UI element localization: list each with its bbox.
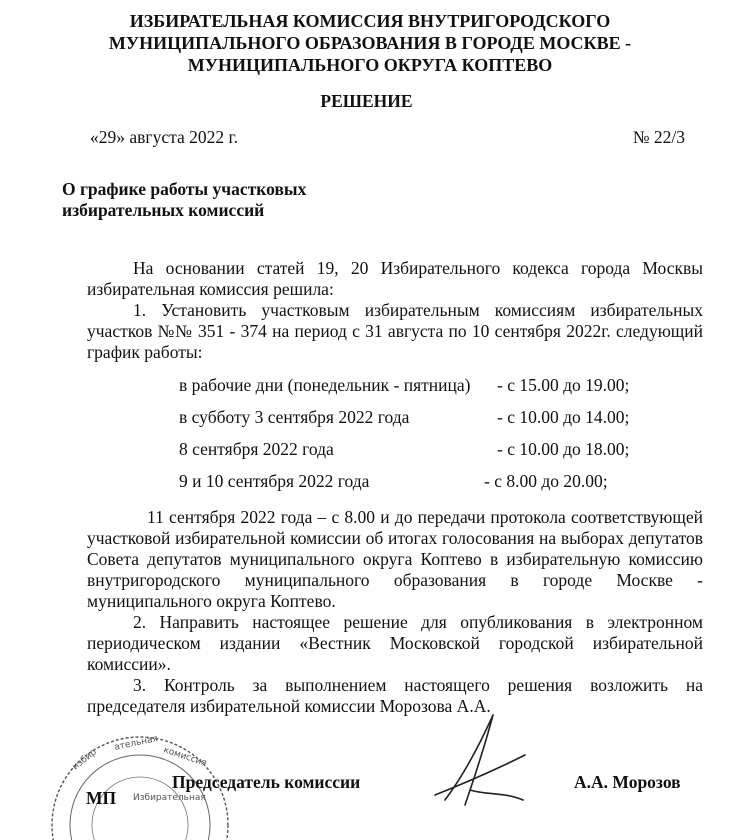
svg-text:ательная: ательная (113, 733, 159, 753)
item-2-paragraph: 2. Направить настоящее решение для опубликования в электронном периодическом издании «Вестник Московской городской избирательной комиссии». (87, 612, 703, 674)
schedule-row (87, 371, 703, 403)
subject-line-2: избирательных комиссий (62, 200, 265, 220)
schedule-label: 9 и 10 сентября 2022 года (179, 471, 370, 491)
schedule-time: - с 15.00 до 19.00; (497, 375, 630, 395)
schedule-list (87, 371, 703, 499)
item-3-paragraph: 3. Контроль за выполнением настоящего решения возложить на председателя избирательной комиссии Морозова А.А. (87, 675, 703, 716)
schedule-row (87, 435, 703, 467)
schedule-label: в субботу 3 сентября 2022 года (179, 407, 410, 427)
item-1-paragraph: 1. Установить участковым избирательным комиссиям избирательных участков №№ 351 - 374 на период с 31 августа по 10 сентября 2022г. следующий график работы: (87, 300, 703, 362)
decision-subject (62, 179, 306, 221)
svg-text:Избирательная: Избирательная (133, 793, 206, 803)
decision-title: РЕШЕНИЕ (320, 91, 413, 111)
header-line-1: ИЗБИРАТЕЛЬНАЯ КОМИССИЯ ВНУТРИГОРОДСКОГО (129, 11, 611, 31)
header-line-3: МУНИЦИПАЛЬНОГО ОКРУГА КОПТЕВО (187, 55, 553, 75)
signature-icon (415, 700, 535, 810)
schedule-time: - с 8.00 до 20.00; (484, 471, 608, 491)
signature-position: Председатель комиссии (172, 772, 361, 792)
schedule-time: - с 10.00 до 14.00; (497, 407, 630, 427)
subject-line-1: О графике работы участковых (62, 179, 307, 199)
schedule-label: в рабочие дни (понедельник - пятница) (179, 375, 471, 395)
schedule-row (87, 467, 703, 499)
schedule-time: - с 10.00 до 18.00; (497, 439, 630, 459)
svg-text:комиссия: комиссия (162, 745, 208, 769)
seal-place-label: МП (86, 788, 117, 808)
decision-number: № 22/3 (632, 127, 685, 147)
sept-11-paragraph: 11 сентября 2022 года – с 8.00 и до передачи протокола соответствующей участковой избирательной комиссии об итогах голосования на выборах депутатов Совета депутатов муниципального округа Коптево в избирательную комиссию внутригородского муниципального образования в городе Москве - муниципального округа Коптево. (87, 507, 703, 611)
schedule-row (87, 403, 703, 435)
decision-body (87, 258, 703, 717)
decision-date: «29» августа 2022 г. (90, 127, 239, 147)
document-header (60, 10, 680, 76)
svg-text:избир: избир (70, 747, 99, 773)
signature-name: А.А. Морозов (574, 772, 681, 792)
schedule-label: 8 сентября 2022 года (179, 439, 334, 459)
intro-paragraph: На основании статей 19, 20 Избирательного кодекса города Москвы избирательная комиссия решила: (87, 258, 703, 299)
header-line-2: МУНИЦИПАЛЬНОГО ОБРАЗОВАНИЯ В ГОРОДЕ МОСКВЕ - (108, 33, 632, 53)
